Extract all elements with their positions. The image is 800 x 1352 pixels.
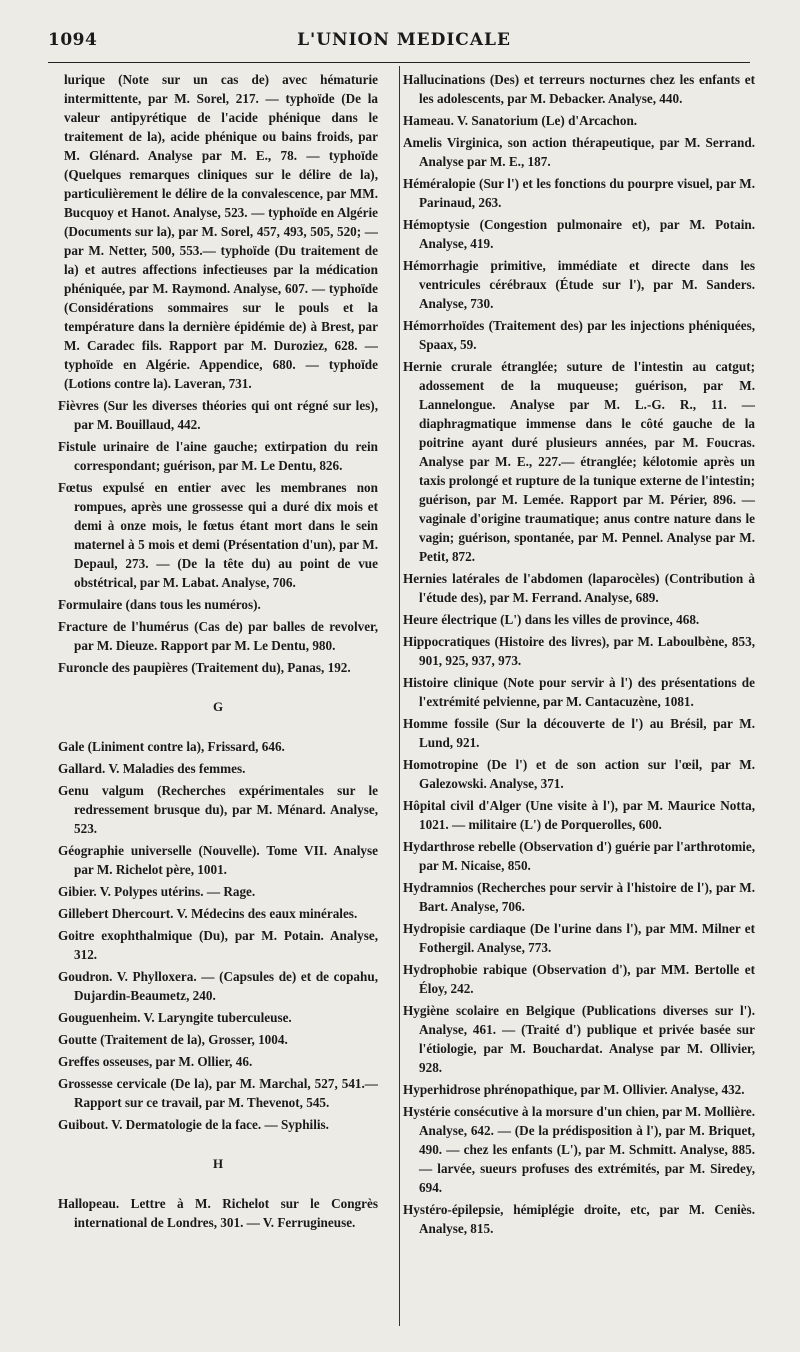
index-entry: Greffes osseuses, par M. Ollier, 46. (58, 1054, 253, 1069)
index-entry: Gouguenheim. V. Laryngite tuberculeuse. (58, 1010, 292, 1025)
left-column (58, 70, 378, 1235)
index-entry: Hameau. V. Sanatorium (Le) d'Arcachon. (403, 113, 638, 128)
index-entry: Hippocratiques (Histoire des livres), par M. Laboulbène, 853, 901, 925, 937, 973. (403, 634, 755, 668)
index-entry: Hallopeau. Lettre à M. Richelot sur le Congrès international de Londres, 301. — V. Ferrugineuse. (58, 1196, 378, 1230)
index-entry: Hydropisie cardiaque (De l'urine dans l'), par MM. Milner et Fothergil. Analyse, 773. (403, 921, 755, 955)
index-entry: Homme fossile (Sur la découverte de l') au Brésil, par M. Lund, 921. (403, 716, 755, 750)
index-entry: Gillebert Dhercourt. V. Médecins des eaux minérales. (58, 906, 358, 921)
index-entry: Heure électrique (L') dans les villes de province, 468. (403, 612, 700, 627)
index-entry: Guibout. V. Dermatologie de la face. — Syphilis. (58, 1117, 329, 1132)
index-entry: Homotropine (De l') et de son action sur l'œil, par M. Galezowski. Analyse, 371. (403, 757, 755, 791)
index-entry: Fracture de l'humérus (Cas de) par balles de revolver, par M. Dieuze. Rapport par M. Le Dentu, 980. (58, 619, 378, 653)
index-entry: Gibier. V. Polypes utérins. — Rage. (58, 884, 256, 899)
index-entry: Hôpital civil d'Alger (Une visite à l'), par M. Maurice Notta, 1021. — militaire (L') de Porquerolles, 600. (403, 798, 755, 832)
header-rule (48, 62, 750, 63)
index-entry: Hémoptysie (Congestion pulmonaire et), par M. Potain. Analyse, 419. (403, 217, 755, 251)
page-header (48, 30, 760, 62)
index-entry: Hyperhidrose phrénopathique, par M. Ollivier. Analyse, 432. (403, 1082, 745, 1097)
index-entry: Formulaire (dans tous les numéros). (58, 597, 261, 612)
index-entry: Héméralopie (Sur l') et les fonctions du pourpre visuel, par M. Parinaud, 263. (403, 176, 755, 210)
index-entry: Fièvres (Sur les diverses théories qui ont régné sur les), par M. Bouillaud, 442. (58, 398, 378, 432)
journal-title: L'UNION MEDICALE (297, 30, 511, 50)
right-column (403, 70, 755, 1241)
index-entry: Hémorrhoïdes (Traitement des) par les injections phéniquées, Spaax, 59. (403, 318, 755, 352)
index-entry: Genu valgum (Recherches expérimentales sur le redressement brusque du), par M. Ménard. Analyse, 523. (58, 783, 378, 836)
index-entry: Hernie crurale étranglée; suture de l'intestin au catgut; adossement de la muqueuse; guérison, par M. Lannelongue. Analyse par M. L.-G. R., 11. — diaphragmatique immense dans le côté gauche de la poitrine ayant duré plusieurs années, par M. Foucras. Analyse par M. E., 227.— étranglée; kélotomie après un taxis prolongé et rupture de la tunique externe de l'intestin; guérison, par M. Lemée. Rapport par M. Périer, 896. — vaginale d'origine traumatique; anus contre nature dans le vagin; guérison, spontanée, par M. Pennel. Analyse par M. Petit, 872. (403, 359, 755, 564)
index-entry: Fœtus expulsé en entier avec les membranes non rompues, après une grossesse qui a duré dix mois et demi à onze mois, le fœtus étant mort dans le sein maternel à 5 mois et demi (Présentation d'un), par M. Depaul, 273. — (De la tête du) au point de vue obstétrical, par M. Labat. Analyse, 706. (58, 480, 378, 590)
column-divider (399, 66, 400, 1326)
index-entry: Furoncle des paupières (Traitement du), Panas, 192. (58, 660, 351, 675)
index-entry: Hallucinations (Des) et terreurs nocturnes chez les enfants et les adolescents, par M. Debacker. Analyse, 440. (403, 72, 755, 106)
index-entry: Goitre exophthalmique (Du), par M. Potain. Analyse, 312. (58, 928, 378, 962)
index-entry: Hygiène scolaire en Belgique (Publications diverses sur l'). Analyse, 461. — (Traité d') publique et privée basée sur l'étiologie, par M. Bouchardat. Analyse par M. Ollivier, 928. (403, 1003, 755, 1075)
index-entry: Hémorrhagie primitive, immédiate et directe dans les ventricules cérébraux (Étude sur l'), par M. Sanders. Analyse, 730. (403, 258, 755, 311)
index-entry: Gale (Liniment contre la), Frissard, 646. (58, 739, 285, 754)
index-entry: Hystéro-épilepsie, hémiplégie droite, etc, par M. Ceniès. Analyse, 815. (403, 1202, 755, 1236)
section-letter-h: H (212, 1156, 224, 1171)
index-entry: Hydramnios (Recherches pour servir à l'histoire de l'), par M. Bart. Analyse, 706. (403, 880, 755, 914)
index-entry: Histoire clinique (Note pour servir à l') des présentations de l'extrémité pelvienne, par M. Cantacuzène, 1081. (403, 675, 755, 709)
index-entry: Hernies latérales de l'abdomen (laparocèles) (Contribution à l'étude des), par M. Ferrand. Analyse, 689. (403, 571, 755, 605)
index-entry: Géographie universelle (Nouvelle). Tome VII. Analyse par M. Richelot père, 1001. (58, 843, 378, 877)
section-letter-g: G (212, 699, 224, 714)
page-number: 1094 (48, 30, 98, 50)
index-entry: Goutte (Traitement de la), Grosser, 1004. (58, 1032, 288, 1047)
index-entry: Grossesse cervicale (De la), par M. Marchal, 527, 541.— Rapport sur ce travail, par M. Thevenot, 545. (58, 1076, 378, 1110)
index-entry: Fistule urinaire de l'aine gauche; extirpation du rein correspondant; guérison, par M. Le Dentu, 826. (58, 439, 378, 473)
index-entry: Hystérie consécutive à la morsure d'un chien, par M. Mollière. Analyse, 642. — (De la prédisposition à l'), par M. Briquet, 490. — chez les enfants (L'), par M. Schmitt. Analyse, 885. — larvée, sueurs profuses des extrémités, par M. Siredey, 694. (403, 1104, 755, 1195)
index-entry: Amelis Virginica, son action thérapeutique, par M. Serrand. Analyse par M. E., 187. (403, 135, 755, 169)
index-entry: Hydrophobie rabique (Observation d'), par MM. Bertolle et Éloy, 242. (403, 962, 755, 996)
index-entry: lurique (Note sur un cas de) avec hématurie intermittente, par M. Sorel, 217. — typhoïde (De la valeur antipyrétique de l'acide phénique dans le traitement de la), acide phénique ou bains froids, par M. Glénard. Analyse par M. E., 78. — typhoïde (Quelques remarques cliniques sur le délire de la), particulièrement le délire de la convalescence, par MM. Bucquoy et Hanot. Analyse, 523. — typhoïde en Algérie (Documents sur la), par M. Sorel, 457, 493, 505, 520; — par M. Netter, 500, 553.— typhoïde (Du traitement de la) et autres affections infectieuses par la médication phéniquée, par M. Raymond. Analyse, 607. — typhoïde (Considérations sommaires sur le pouls et la température dans la dernière épidémie de) à Brest, par M. Caradec fils. Rapport par M. Duroziez, 628. — typhoïde en Algérie. Appendice, 680. — typhoïde (Lotions contre la). Laveran, 731. (64, 72, 378, 391)
index-entry: Goudron. V. Phylloxera. — (Capsules de) et de copahu, Dujardin-Beaumetz, 240. (58, 969, 378, 1003)
index-entry: Hydarthrose rebelle (Observation d') guérie par l'arthrotomie, par M. Nicaise, 850. (403, 839, 755, 873)
index-entry: Gallard. V. Maladies des femmes. (58, 761, 246, 776)
